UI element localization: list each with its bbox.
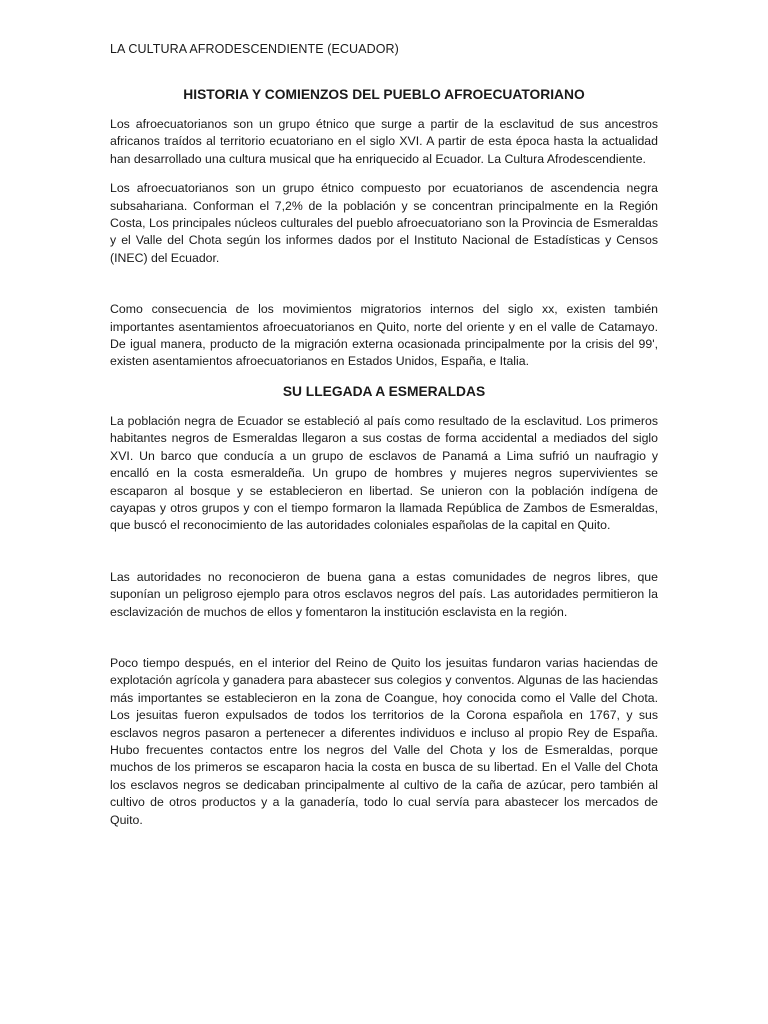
paragraph: Como consecuencia de los movimientos migratorios internos del siglo xx, existen también importantes asentamientos afroecuatorianos en Quito, norte del oriente y en el valle de Catamayo. De igual manera, producto de la migración externa ocasionada principalmente por la crisis del 99', existen asentamientos afroecuatorianos en Estados Unidos, España, e Italia.	[110, 302, 658, 369]
paragraph: Poco tiempo después, en el interior del Reino de Quito los jesuitas fundaron varias haciendas de explotación agrícola y ganadera para abastecer sus colegios y conventos. Algunas de las haciendas más importantes se establecieron en la zona de Coangue, hoy conocida como el Valle del Chota. Los jesuitas fueron expulsados de todos los territorios de la Corona española en 1767, y sus esclavos negros pasaron a pertenecer a diferentes individuos e incluso al propio Rey de España. Hubo frecuentes contactos entre los negros del Valle del Chota y los de Esmeraldas, porque muchos de los primeros se escaparon hacia la costa en busca de su libertad. En el Valle del Chota los esclavos negros se dedicaban principalmente al cultivo de la caña de azúcar, pero también al cultivo de otros productos y a la ganadería, todo lo cual servía para abastecer los mercados de Quito.	[110, 655, 658, 827]
running-header: LA CULTURA AFRODESCENDIENTE (ECUADOR)	[110, 42, 399, 56]
paragraph: La población negra de Ecuador se estableció al país como resultado de la esclavitud. Los primeros habitantes negros de Esmeraldas llegaron a sus costas de forma accidental a mediados del siglo XVI. Un barco que conducía a un grupo de esclavos de Panamá a Lima sufrió un naufragio y encalló en la costa esmeraldeña. Un grupo de hombres y mujeres negros supervivientes se escaparon al bosque y se establecieron en libertad. Se unieron con la población indígena de cayapas y otros grupos y con el tiempo formaron la llamada República de Zambos de Esmeraldas, que buscó el reconocimiento de las autoridades coloniales españolas de la capital en Quito.	[110, 413, 658, 533]
paragraph: Los afroecuatorianos son un grupo étnico que surge a partir de la esclavitud de sus ancestros africanos traídos al territorio ecuatoriano en el siglo XVI. A partir de esta época hasta la actualidad han desarrollado una cultura musical que ha enriquecido al Ecuador. La Cultura Afrodescendiente.	[110, 117, 658, 166]
document-page	[110, 40, 658, 841]
document-title: HISTORIA Y COMIENZOS DEL PUEBLO AFROECUATORIANO	[183, 87, 585, 102]
paragraph: Las autoridades no reconocieron de buena gana a estas comunidades de negros libres, que suponían un peligroso ejemplo para otros esclavos negros del país. Las autoridades permitieron la esclavización de muchos de ellos y fomentaron la institución esclavista en la región.	[110, 569, 658, 619]
paragraph: Los afroecuatorianos son un grupo étnico compuesto por ecuatorianos de ascendencia negra subsahariana. Conforman el 7,2% de la población y se concentran principalmente en la Región Costa, Los principales núcleos culturales del pueblo afroecuatoriano son la Provincia de Esmeraldas y el Valle del Chota según los informes dados por el Instituto Nacional de Estadísticas y Censos (INEC) del Ecuador.	[110, 181, 658, 265]
section-heading: SU LLEGADA A ESMERALDAS	[282, 383, 486, 399]
